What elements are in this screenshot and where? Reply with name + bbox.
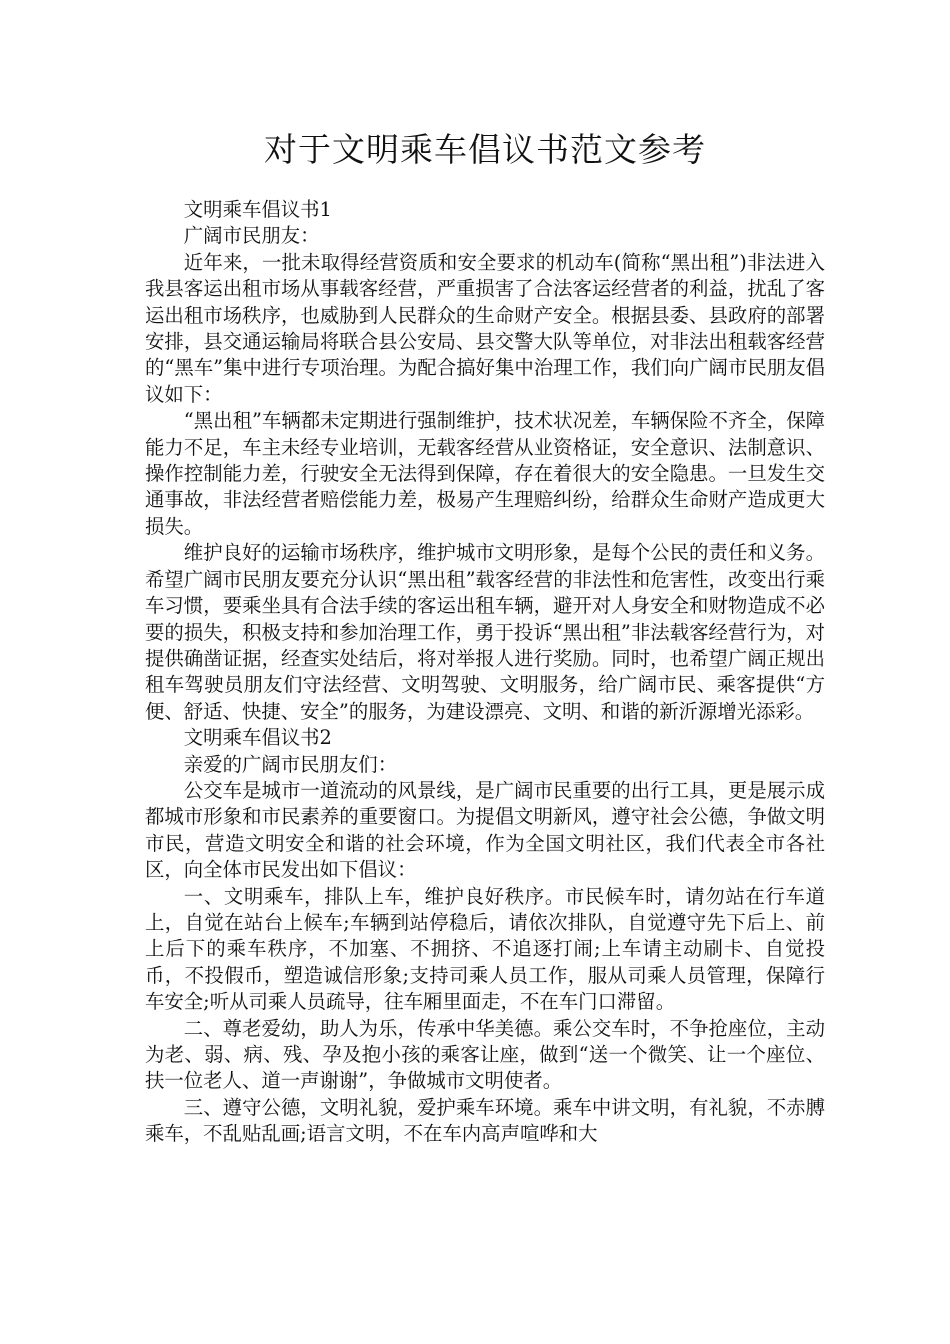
paragraph-salutation-2: 亲爱的广阔市民朋友们：: [183, 752, 398, 776]
paragraph: “黑出租”车辆都未定期进行强制维护，技术状况差，车辆保险不齐全，保障能力不足，车主未经专业培训，无载客经营从业资格证，安全意识、法制意识、操作控制能力差，行驶安全无法得到保障，存在着很大的安全隐患。一旦发生交通事故，非法经营者赔偿能力差，极易产生理赔纠纷，给群众生命财产造成更大损失。: [145, 409, 825, 538]
paragraph: 维护良好的运输市场秩序，维护城市文明形象，是每个公民的责任和义务。希望广阔市民朋友要充分认识“黑出租”载客经营的非法性和危害性，改变出行乘车习惯，要乘坐具有合法手续的客运出租车辆，避开对人身安全和财物造成不必要的损失，积极支持和参加治理工作，勇于投诉“黑出租”非法载客经营行为，对提供确凿证据，经查实处结后，将对举报人进行奖励。同时，也希望广阔正规出租车驾驶员朋友们守法经营、文明驾驶、文明服务，给广阔市民、乘客提供“方便、舒适、快捷、安全”的服务，为建设漂亮、文明、和谐的新沂源增光添彩。: [145, 541, 825, 723]
paragraph: 一、文明乘车，排队上车，维护良好秩序。市民候车时，请勿站在行车道上，自觉在站台上候车;车辆到站停稳后，请依次排队，自觉遵守先下后上、前上后下的乘车秩序，不加塞、不拥挤、不追逐打闹;上车请主动刷卡、自觉投币，不投假币，塑造诚信形象;支持司乘人员工作，服从司乘人员管理，保障行车安全;听从司乘人员疏导，往车厢里面走，不在车门口滞留。: [145, 884, 825, 1014]
paragraph-heading-1: 文明乘车倡议书1: [183, 198, 332, 221]
document-title: 对于文明乘车倡议书范文参考: [264, 130, 706, 169]
paragraph-heading-2: 文明乘车倡议书2: [183, 726, 332, 750]
paragraph: 二、尊老爱幼，助人为乐，传承中华美德。乘公交车时，不争抢座位，主动为老、弱、病、残、孕及抱小孩的乘客让座，做到“送一个微笑、让一个座位、扶一位老人、道一声谢谢”，争做城市文明使者。: [145, 1016, 825, 1093]
paragraph: 近年来，一批未取得经营资质和安全要求的机动车(简称“黑出租”)非法进入我县客运出租市场从事载客经营，严重损害了合法客运经营者的利益，扰乱了客运出租市场秩序，也威胁到人民群众的生命财产安全。根据县委、县政府的部署安排，县交通运输局将联合县公安局、县交警大队等单位，对非法出租载客经营的“黑车”集中进行专项治理。为配合搞好集中治理工作，我们向广阔市民朋友倡议如下：: [145, 250, 825, 406]
paragraph: 三、遵守公德，文明礼貌，爱护乘车环境。乘车中讲文明，有礼貌，不赤膊乘车，不乱贴乱画;语言文明，不在车内高声喧哗和大: [145, 1095, 825, 1146]
document-body: [145, 197, 825, 1148]
paragraph: 公交车是城市一道流动的风景线，是广阔市民重要的出行工具，更是展示成都城市形象和市民素养的重要窗口。为提倡文明新风，遵守社会公德，争做文明市民，营造文明安全和谐的社会环境，作为全国文明社区，我们代表全市各社区，向全体市民发出如下倡议：: [145, 778, 825, 882]
paragraph-salutation-1: 广阔市民朋友：: [183, 224, 320, 248]
